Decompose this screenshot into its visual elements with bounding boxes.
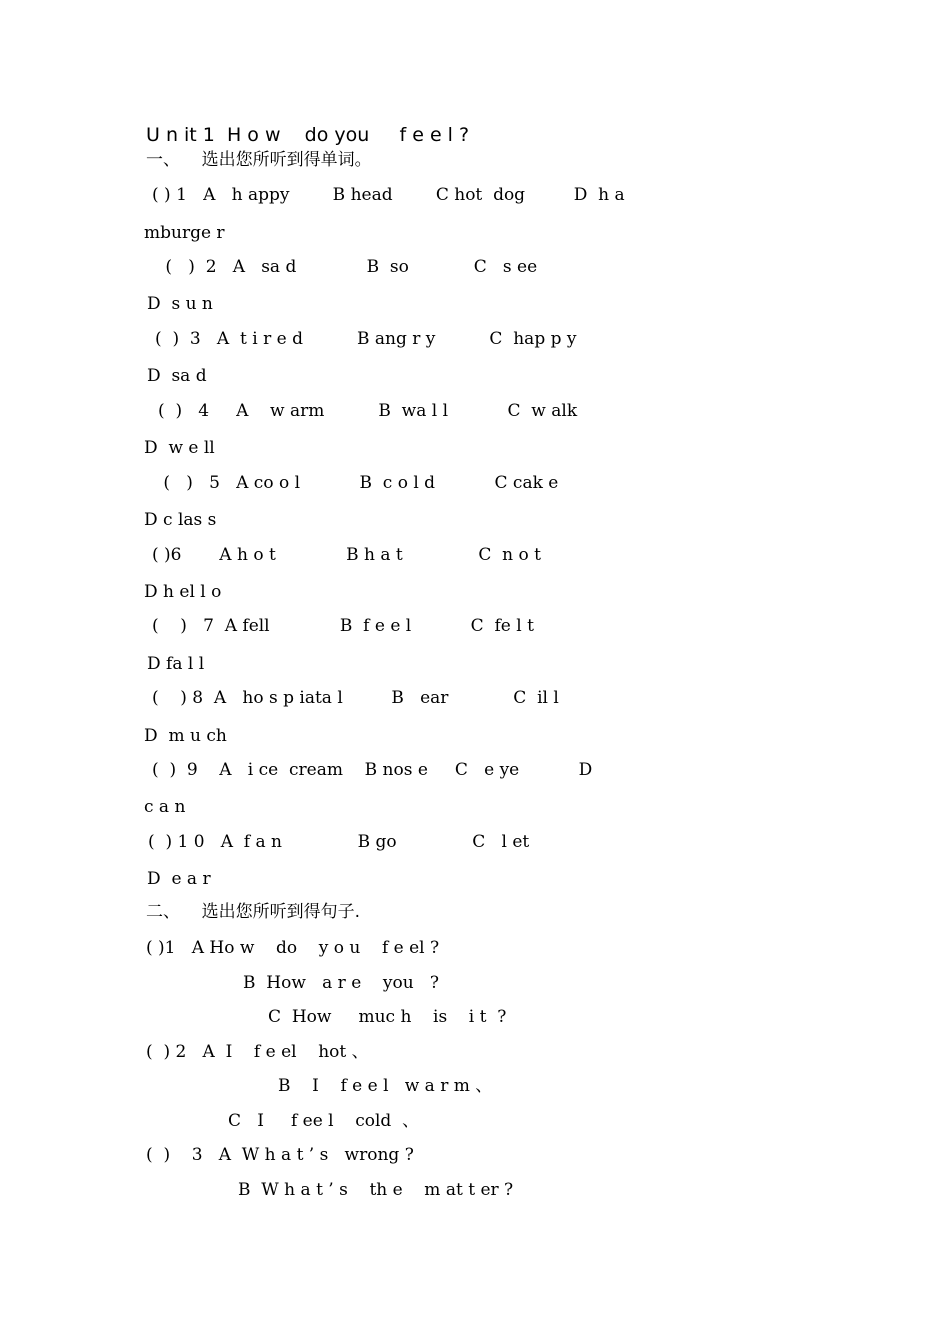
sentence-1-option-c: C How muc h is i t ? <box>268 1007 507 1027</box>
sentence-2-option-a: ( ) 2 A I f e el hot 、 <box>146 1042 369 1062</box>
sentence-3-option-a: ( ) 3 A W h a t ’ s wrong ? <box>146 1145 414 1165</box>
question-6-line-2: D h el l o <box>144 582 222 602</box>
question-10-line-1: ( ) 1 0 A f a n B go C l et <box>148 832 530 852</box>
page-title: U n it 1 H o w do you f e e l ? <box>146 124 470 146</box>
question-4-line-2: D w e ll <box>144 438 215 458</box>
question-9-line-2: c a n <box>144 797 186 817</box>
section-1-heading: 一、 选出您所听到得单词。 <box>146 150 372 170</box>
sentence-2-option-c: C I f ee l cold 、 <box>228 1111 420 1131</box>
question-2-line-2: D s u n <box>147 294 213 314</box>
question-8-line-2: D m u ch <box>144 726 227 746</box>
question-7-line-1: ( ) 7 A fell B f e e l C fe l t <box>152 616 534 636</box>
sentence-3-option-b: B W h a t ’ s th e m at t er ? <box>238 1180 514 1200</box>
question-10-line-2: D e a r <box>147 869 211 889</box>
sentence-1-option-b: B How a r e you ? <box>243 973 439 993</box>
question-4-line-1: ( ) 4 A w arm B wa l l C w alk <box>158 401 578 421</box>
sentence-2-option-b: B I f e e l w a r m 、 <box>278 1076 493 1096</box>
question-1-line-1: ( ) 1 A h appy B head C hot dog D h a <box>152 185 625 205</box>
sentence-1-option-a: ( )1 A Ho w do y o u f e el ? <box>146 938 440 958</box>
question-9-line-1: ( ) 9 A i ce cream B nos e C e ye D <box>152 760 593 780</box>
section-2-heading: 二、 选出您所听到得句子. <box>146 902 361 922</box>
question-2-line-1: ( ) 2 A sa d B so C s ee <box>160 257 538 277</box>
question-1-line-2: mburge r <box>144 223 225 243</box>
question-3-line-1: ( ) 3 A t i r e d B ang r y C hap p y <box>155 329 577 349</box>
question-5-line-2: D c las s <box>144 510 217 530</box>
question-6-line-1: ( )6 A h o t B h a t C n o t <box>152 545 541 565</box>
question-7-line-2: D fa l l <box>147 654 205 674</box>
question-8-line-1: ( ) 8 A ho s p iata l B ear C il l <box>152 688 559 708</box>
question-3-line-2: D sa d <box>147 366 207 386</box>
question-5-line-1: ( ) 5 A co o l B c o l d C cak e <box>158 473 559 493</box>
